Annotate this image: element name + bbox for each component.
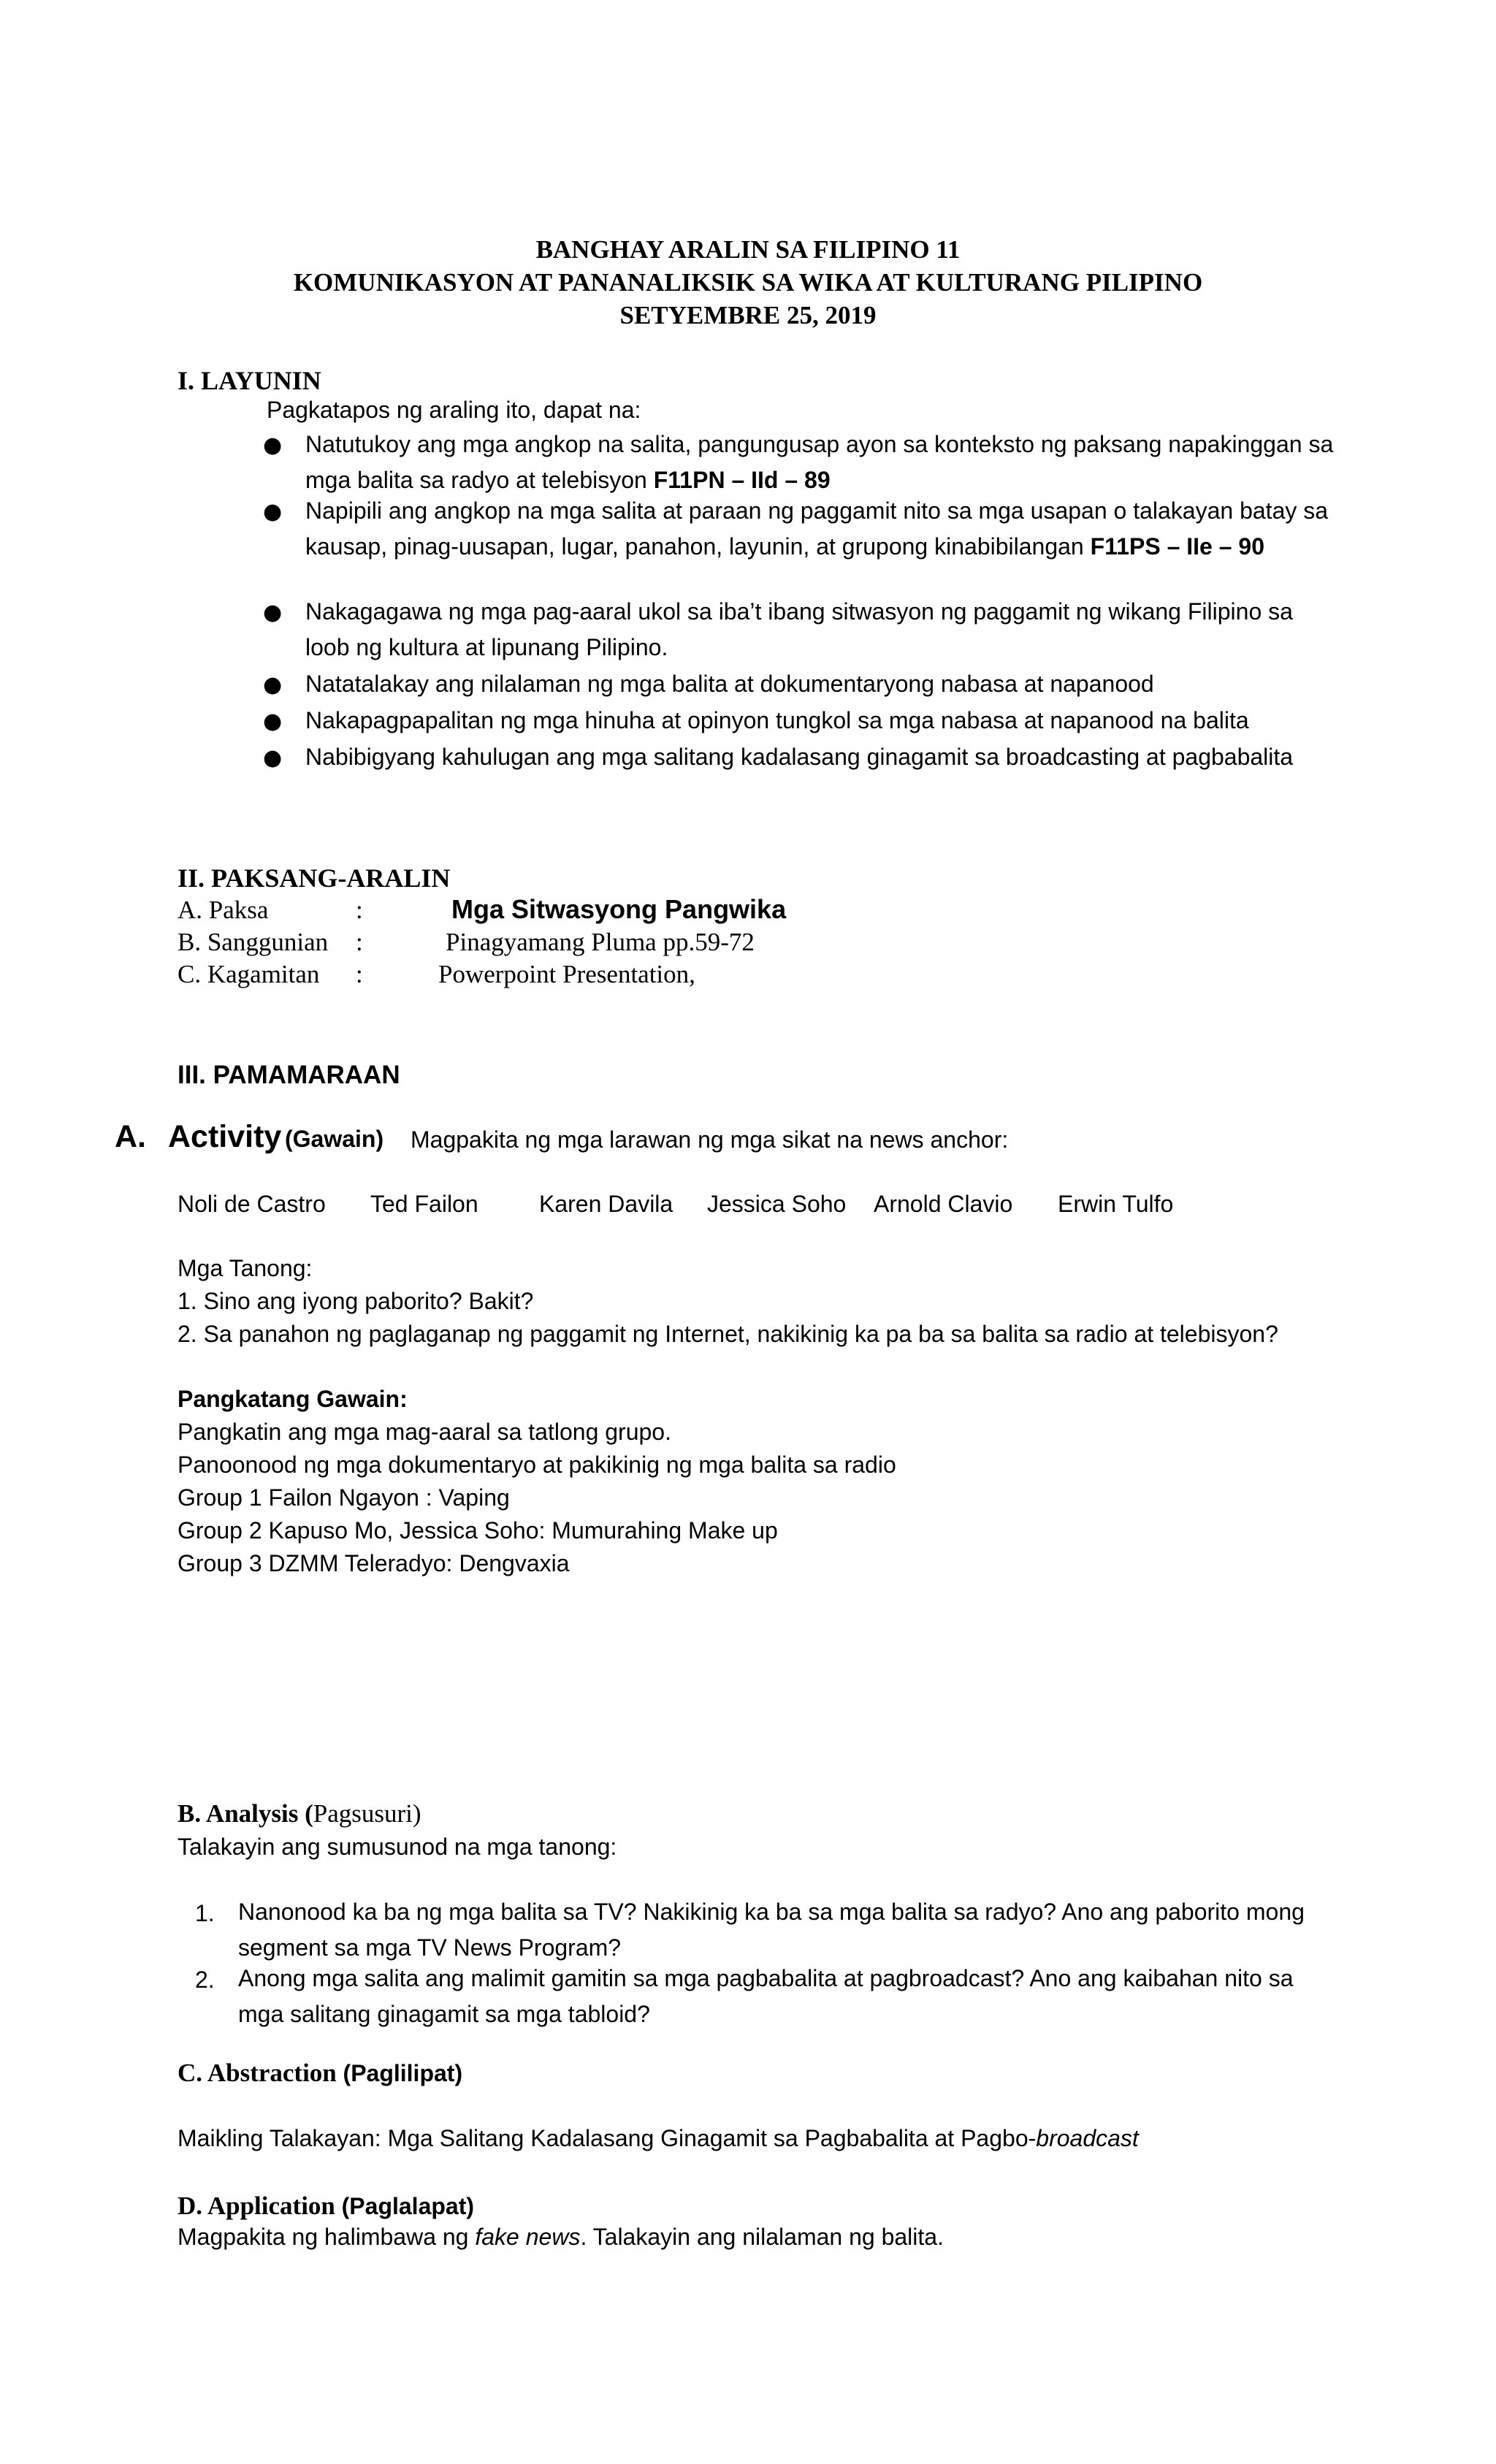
list-item: Noli de Castro [178,1191,326,1217]
competency-code: F11PN – IId – 89 [653,467,831,493]
bullet-text: Nakapagpapalitan ng mga hinuha at opinyon tungkol sa mga nabasa at napanood na balita [305,707,1249,733]
group-line: Pangkatin ang mga mag-aaral sa tatlong grupo. [178,1419,671,1445]
bullet-text: Nakagagawa ng mga pag-aaral ukol sa iba’t ibang sitwasyon ng paggamit ng wikang Filipino sa loob ng kultura at lipunang Pilipino. [305,598,1293,660]
list-item: Erwin Tulfo [1058,1191,1174,1217]
list-item: Jessica Soho [707,1191,847,1217]
list-item: Arnold Clavio [874,1191,1013,1217]
item-text: Anong mga salita ang malimit gamitin sa mga pagbabalita at pagbroadcast? Ano ang kaibahan nito sa mga salitang ginagamit sa mga tabloid? [238,1965,1294,2027]
analysis-intro: Talakayin ang sumusunod na mga tanong: [178,1834,617,1860]
application-title: D. Application [178,2192,342,2220]
activity-letter: A. [115,1119,146,1154]
title-line-2: KOMUNIKASYON AT PANANALIKSIK SA WIKA AT KULTURANG PILIPINO [293,268,1203,297]
application-text-italic: fake news [475,2224,581,2250]
analysis-heading [178,1799,421,1828]
bullet-icon: ● [263,600,283,625]
section-layunin-heading: I. LAYUNIN [178,366,321,395]
abstraction-heading [178,2059,462,2088]
application-text-pre: Magpakita ng halimbawa ng [178,2224,476,2250]
abstraction-title: C. Abstraction [178,2059,343,2087]
activity-subtitle: (Gawain) [285,1126,384,1152]
bullet-text: Natutukoy ang mga angkop na salita, pangungusap ayon sa konteksto ng paksang napakinggan sa mga balita sa radyo at telebisyon [305,431,1334,493]
application-subtitle: (Paglalapat) [341,2193,475,2219]
item-text: Nanonood ka ba ng mga balita sa TV? Nakikinig ka ba sa mga balita sa radyo? Ano ang paborito mong segment sa mga TV News Program? [238,1899,1305,1961]
abstraction-text-italic: broadcast [1036,2125,1139,2151]
bullet-icon: ● [263,672,283,698]
analysis-title: B. Analysis ( [178,1799,313,1828]
sanggunian-value: Pinagyamang Pluma pp.59-72 [446,928,755,956]
bullet-text: Napipili ang angkop na mga salita at paraan ng paggamit nito sa mga usapan o talakayan batay sa kausap, pinag-uusapan, lugar, panahon, layunin, at grupong kinabibilangan [305,497,1329,560]
activity-instruction: Magpakita ng mga larawan ng mga sikat na news anchor: [411,1126,1009,1153]
bullet-icon: ● [263,709,283,734]
abstraction-text [178,2125,1139,2152]
item-number: 1. [195,1900,215,1926]
group-line: Group 1 Failon Ngayon : Vaping [178,1484,510,1511]
row-label-paksa: A. Paksa [178,896,269,924]
group-work-title: Pangkatang Gawain: [178,1386,408,1412]
application-text-post: . Talakayin ang nilalaman ng balita. [580,2224,944,2250]
questions-title: Mga Tanong: [178,1255,313,1281]
row-colon: : [356,928,363,956]
title-line-3: SETYEMBRE 25, 2019 [619,301,877,329]
question-1: 1. Sino ang iyong paborito? Bakit? [178,1288,534,1314]
layunin-intro: Pagkatapos ng araling ito, dapat na: [267,397,641,423]
application-text [178,2224,944,2251]
group-line: Group 2 Kapuso Mo, Jessica Soho: Mumurahing Make up [178,1517,778,1544]
bullet-icon: ● [263,499,283,525]
abstraction-text-main: Maikling Talakayan: Mga Salitang Kadalasang Ginagamit sa Pagbabalita at Pagbo- [178,2125,1037,2151]
item-number: 2. [195,1967,215,1993]
section-pamamaraan-heading: III. PAMAMARAAN [178,1061,400,1089]
list-item: Ted Failon [370,1191,478,1217]
row-label-sanggunian: B. Sanggunian [178,928,329,956]
bullet-icon: ● [263,745,283,771]
bullet-text: Natatalakay ang nilalaman ng mga balita at dokumentaryong nabasa at napanood [305,671,1154,697]
row-label-kagamitan: C. Kagamitan [178,960,320,988]
activity-title: Activity [168,1119,282,1154]
application-heading [178,2192,474,2221]
abstraction-subtitle: (Paglilipat) [343,2060,463,2086]
kagamitan-value: Powerpoint Presentation, [438,960,695,988]
row-colon: : [356,896,363,924]
analysis-subtitle: Pagsusuri) [313,1799,421,1828]
group-line: Panoonood ng mga dokumentaryo at pakikinig ng mga balita sa radio [178,1452,896,1478]
bullet-text: Nabibigyang kahulugan ang mga salitang kadalasang ginagamit sa broadcasting at pagbabalita [305,744,1294,770]
title-line-1: BANGHAY ARALIN SA FILIPINO 11 [535,235,961,264]
group-line: Group 3 DZMM Teleradyo: Dengvaxia [178,1550,570,1576]
list-item: Karen Davila [539,1191,673,1217]
competency-code: F11PS – IIe – 90 [1090,533,1264,560]
row-colon: : [356,960,363,988]
bullet-icon: ● [263,432,283,458]
question-2: 2. Sa panahon ng paglaganap ng paggamit ng Internet, nakikinig ka pa ba sa balita sa radio at telebisyon? [178,1321,1278,1347]
section-paksang-aralin-heading: II. PAKSANG-ARALIN [178,863,451,893]
paksa-value: Mga Sitwasyong Pangwika [451,894,787,924]
